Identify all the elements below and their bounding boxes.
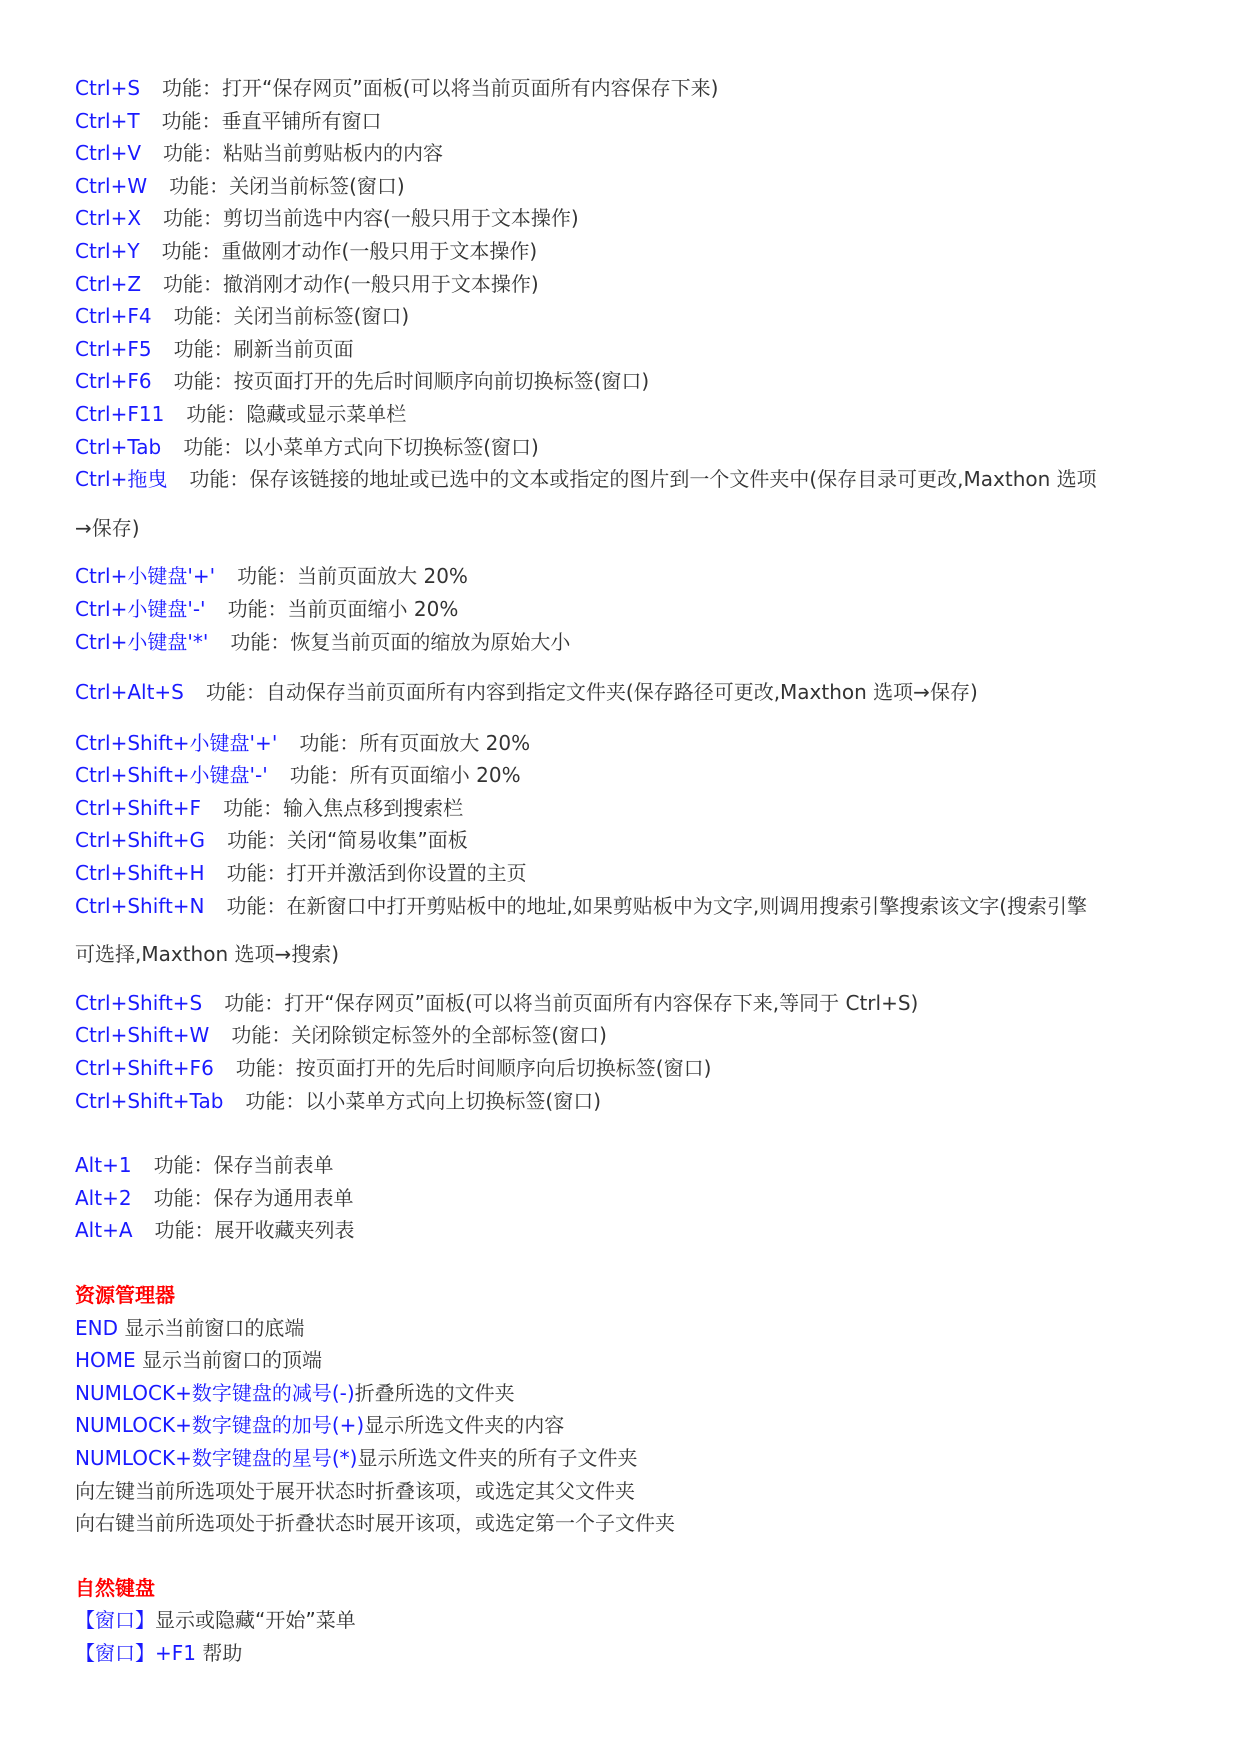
shortcut-desc: 显示或隐藏“开始”菜单 bbox=[155, 1608, 356, 1633]
shortcut-key: NUMLOCK+数字键盘的减号(-) bbox=[75, 1380, 355, 1405]
shortcut-line bbox=[75, 398, 1195, 431]
shortcut-key: Ctrl+T bbox=[75, 108, 140, 133]
shortcut-key: Ctrl+Shift+S bbox=[75, 990, 203, 1015]
shortcut-group-ctrl-shift-2 bbox=[75, 987, 1195, 1117]
shortcut-line bbox=[75, 1052, 1195, 1085]
shortcut-key: Alt+A bbox=[75, 1218, 133, 1243]
shortcut-key: Ctrl+W bbox=[75, 173, 148, 198]
shortcut-line bbox=[75, 105, 1195, 138]
shortcut-line bbox=[75, 1019, 1195, 1052]
shortcut-line bbox=[75, 1085, 1195, 1118]
shortcut-desc: 功能：展开收藏夹列表 bbox=[154, 1218, 355, 1243]
shortcut-desc: 功能：自动保存当前页面所有内容到指定文件夹(保存路径可更改,Maxthon 选项→保存) bbox=[205, 680, 978, 705]
shortcut-desc: 功能：撤消刚才动作(一般只用于文本操作) bbox=[163, 271, 539, 296]
shortcut-key: Ctrl+F11 bbox=[75, 401, 165, 426]
shortcut-line bbox=[75, 365, 1195, 398]
shortcut-line bbox=[75, 987, 1195, 1020]
shortcut-line bbox=[75, 300, 1195, 333]
shortcut-desc: 功能：关闭“简易收集”面板 bbox=[227, 828, 468, 853]
shortcut-line bbox=[75, 1182, 1195, 1215]
shortcut-line bbox=[75, 1507, 1195, 1540]
shortcut-key: Ctrl+Shift+Tab bbox=[75, 1088, 224, 1113]
shortcut-desc: 功能：输入焦点移到搜索栏 bbox=[223, 795, 464, 820]
shortcut-key: Ctrl+Tab bbox=[75, 434, 162, 459]
shortcut-desc: 功能：在新窗口中打开剪贴板中的地址,如果剪贴板中为文字,则调用搜索引擎搜索该文字(搜索引擎 bbox=[226, 893, 1088, 918]
shortcut-line bbox=[75, 857, 1195, 890]
shortcut-group-ctrl bbox=[75, 72, 1195, 544]
explorer-section bbox=[75, 1279, 1195, 1540]
shortcut-key: Ctrl+F6 bbox=[75, 369, 152, 394]
shortcut-key: Alt+1 bbox=[75, 1153, 132, 1178]
shortcut-key: Ctrl+Z bbox=[75, 271, 142, 296]
shortcut-line bbox=[75, 676, 1195, 709]
shortcut-desc: 功能：保存当前表单 bbox=[153, 1153, 334, 1178]
shortcut-desc: 功能：以小菜单方式向下切换标签(窗口) bbox=[183, 434, 539, 459]
shortcut-key: Ctrl+Alt+S bbox=[75, 680, 184, 705]
shortcut-line bbox=[75, 1377, 1195, 1410]
shortcut-key: Ctrl+F4 bbox=[75, 304, 152, 329]
natural-keyboard-section bbox=[75, 1572, 1195, 1670]
shortcut-line bbox=[75, 1409, 1195, 1442]
shortcut-key: Ctrl+Shift+N bbox=[75, 893, 205, 918]
shortcut-desc: 功能：当前页面缩小 20% bbox=[227, 596, 459, 621]
shortcut-desc: 功能：刷新当前页面 bbox=[173, 336, 354, 361]
section-heading: 资源管理器 bbox=[75, 1283, 175, 1307]
shortcut-desc: 折叠所选的文件夹 bbox=[354, 1380, 515, 1405]
shortcut-desc: 功能：关闭除锁定标签外的全部标签(窗口) bbox=[231, 1023, 607, 1048]
shortcut-key: Ctrl+拖曳 bbox=[75, 467, 168, 492]
shortcut-desc: 功能：隐藏或显示菜单栏 bbox=[186, 401, 407, 426]
shortcut-key: Ctrl+小键盘'+' bbox=[75, 564, 216, 589]
shortcut-line bbox=[75, 1442, 1195, 1475]
shortcut-line bbox=[75, 235, 1195, 268]
shortcut-line bbox=[75, 463, 1195, 544]
shortcut-line bbox=[75, 890, 1195, 971]
shortcut-desc: 向右键当前所选项处于折叠状态时展开该项，或选定第一个子文件夹 bbox=[75, 1511, 675, 1536]
shortcut-desc: 显示所选文件夹的内容 bbox=[364, 1413, 565, 1438]
shortcut-desc: 功能：当前页面放大 20% bbox=[237, 564, 468, 589]
shortcut-key: Ctrl+V bbox=[75, 141, 142, 166]
shortcut-desc: 功能：关闭当前标签(窗口) bbox=[173, 304, 410, 329]
shortcut-key: Ctrl+Shift+H bbox=[75, 861, 205, 886]
shortcut-group-alt bbox=[75, 1149, 1195, 1247]
shortcut-key: Ctrl+Y bbox=[75, 238, 140, 263]
shortcut-desc-continuation: →保存) bbox=[75, 515, 140, 540]
shortcut-desc: 功能：以小菜单方式向上切换标签(窗口) bbox=[245, 1088, 602, 1113]
shortcut-key: Ctrl+Shift+F6 bbox=[75, 1056, 214, 1081]
shortcut-desc: 功能：保存为通用表单 bbox=[153, 1185, 354, 1210]
shortcut-desc: 功能：粘贴当前剪贴板内的内容 bbox=[163, 141, 444, 166]
shortcut-key: Ctrl+Shift+W bbox=[75, 1023, 210, 1048]
shortcut-key: Ctrl+X bbox=[75, 206, 142, 231]
shortcut-key: HOME bbox=[75, 1348, 136, 1373]
shortcut-desc: 功能：所有页面放大 20% bbox=[299, 730, 531, 755]
shortcut-line bbox=[75, 333, 1195, 366]
shortcut-line bbox=[75, 1344, 1195, 1377]
shortcut-key: 【窗口】+F1 bbox=[75, 1640, 196, 1665]
shortcut-desc: 功能：打开“保存网页”面板(可以将当前页面所有内容保存下来) bbox=[162, 76, 719, 100]
shortcut-line bbox=[75, 1312, 1195, 1345]
shortcut-key: Ctrl+Shift+小键盘'-' bbox=[75, 763, 268, 788]
shortcut-group-ctrl-shift bbox=[75, 727, 1195, 971]
shortcut-line bbox=[75, 431, 1195, 464]
shortcut-line bbox=[75, 1604, 1195, 1637]
shortcut-key: NUMLOCK+数字键盘的星号(*) bbox=[75, 1445, 358, 1470]
shortcut-key: Ctrl+F5 bbox=[75, 336, 152, 361]
shortcut-key: END bbox=[75, 1315, 118, 1340]
shortcut-key: Ctrl+Shift+G bbox=[75, 828, 206, 853]
shortcut-key: Ctrl+Shift+小键盘'+' bbox=[75, 730, 278, 755]
shortcut-key: Ctrl+S bbox=[75, 76, 141, 100]
shortcut-desc: 功能：剪切当前选中内容(一般只用于文本操作) bbox=[163, 206, 579, 231]
shortcut-desc: 帮助 bbox=[196, 1640, 243, 1665]
shortcut-line bbox=[75, 72, 1195, 105]
shortcut-line bbox=[75, 1637, 1195, 1670]
shortcut-line bbox=[75, 759, 1195, 792]
shortcut-line bbox=[75, 560, 1195, 593]
shortcut-line bbox=[75, 137, 1195, 170]
shortcut-desc: 功能：所有页面缩小 20% bbox=[289, 763, 521, 788]
shortcut-line bbox=[75, 792, 1195, 825]
shortcut-line bbox=[75, 727, 1195, 760]
shortcut-desc: 功能：重做刚才动作(一般只用于文本操作) bbox=[161, 238, 538, 263]
shortcut-desc: 功能：按页面打开的先后时间顺序向前切换标签(窗口) bbox=[173, 369, 650, 394]
shortcut-line bbox=[75, 1149, 1195, 1182]
shortcut-desc: 功能：按页面打开的先后时间顺序向后切换标签(窗口) bbox=[235, 1056, 712, 1081]
shortcut-desc: 显示当前窗口的顶端 bbox=[135, 1348, 323, 1373]
shortcut-desc-continuation: 可选择,Maxthon 选项→搜索) bbox=[75, 942, 340, 967]
shortcut-key: Ctrl+小键盘'-' bbox=[75, 596, 206, 621]
shortcut-key: 【窗口】 bbox=[75, 1608, 155, 1633]
shortcut-desc: 功能：关闭当前标签(窗口) bbox=[169, 173, 405, 198]
shortcut-line bbox=[75, 268, 1195, 301]
shortcut-group-ctrl-alt bbox=[75, 676, 1195, 709]
shortcut-desc: 功能：打开并激活到你设置的主页 bbox=[226, 861, 527, 886]
shortcut-line bbox=[75, 170, 1195, 203]
document-body bbox=[75, 72, 1195, 1670]
shortcut-line bbox=[75, 202, 1195, 235]
shortcut-desc: 向左键当前所选项处于展开状态时折叠该项，或选定其父文件夹 bbox=[75, 1478, 635, 1503]
shortcut-desc: 显示所选文件夹的所有子文件夹 bbox=[357, 1445, 638, 1470]
shortcut-group-zoom bbox=[75, 560, 1195, 658]
shortcut-key: NUMLOCK+数字键盘的加号(+) bbox=[75, 1413, 365, 1438]
shortcut-desc: 功能：打开“保存网页”面板(可以将当前页面所有内容保存下来,等同于 Ctrl+S) bbox=[224, 990, 919, 1015]
shortcut-line bbox=[75, 824, 1195, 857]
shortcut-line bbox=[75, 593, 1195, 626]
shortcut-key: Alt+2 bbox=[75, 1185, 132, 1210]
shortcut-key: Ctrl+Shift+F bbox=[75, 795, 202, 820]
shortcut-desc: 功能：恢复当前页面的缩放为原始大小 bbox=[230, 629, 571, 654]
section-heading: 自然键盘 bbox=[75, 1575, 155, 1600]
shortcut-line bbox=[75, 1214, 1195, 1247]
shortcut-desc: 功能：保存该链接的地址或已选中的文本或指定的图片到一个文件夹中(保存目录可更改,Maxthon 选项 bbox=[189, 467, 1097, 492]
shortcut-key: Ctrl+小键盘'*' bbox=[75, 629, 209, 654]
shortcut-desc: 功能：垂直平铺所有窗口 bbox=[161, 108, 382, 133]
shortcut-desc: 显示当前窗口的底端 bbox=[118, 1315, 305, 1340]
shortcut-line bbox=[75, 626, 1195, 659]
shortcut-line bbox=[75, 1475, 1195, 1508]
